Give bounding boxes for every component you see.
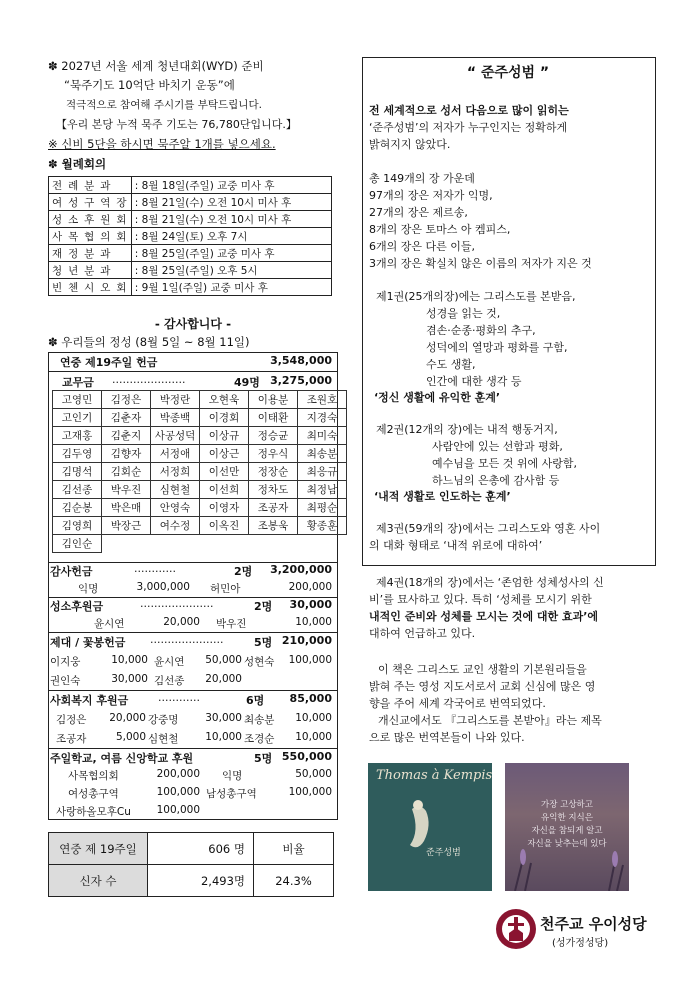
school-count: 5명	[254, 752, 273, 765]
meeting-detail: : 8월 21일(수) 오전 10시 미사 후	[131, 211, 331, 228]
article-text: 겸손·순종·평화의 추구,	[426, 324, 536, 337]
donor-name: 이태환	[249, 409, 298, 427]
welfare-label: 사회복지 후원금	[50, 694, 129, 707]
table-row	[53, 391, 347, 409]
donor-name: 김정은	[102, 391, 151, 409]
article-text: 밝혀 주는 영성 지도서로서 교회 신심에 많은 영	[369, 680, 596, 693]
church-subname: (성가정성당)	[552, 938, 609, 949]
donor-name: 성현숙	[244, 656, 275, 668]
article-text: 3개의 장은 확실치 않은 이름의 저자가 지은 것	[369, 257, 592, 270]
quote-line: 유익한 지식은	[541, 813, 593, 823]
donor-amount: 10,000	[111, 654, 148, 666]
lavender-icon	[505, 763, 629, 891]
tithe-amount: 3,275,000	[270, 374, 332, 387]
donor-name	[102, 535, 151, 553]
donor-name: 최송분	[298, 445, 347, 463]
donor-name: 김향자	[102, 445, 151, 463]
meeting-group: 성 소 후 원 회	[49, 211, 132, 228]
article-text: 내적인 준비와 성체를 모시는 것에 대한 효과’에	[369, 610, 599, 623]
donor-name: 지경숙	[298, 409, 347, 427]
table-row	[49, 245, 332, 262]
donor-name: 여수정	[151, 517, 200, 535]
article-text: 제2권(12개의 장)에는 내적 행동거지,	[376, 423, 558, 436]
donor-name: 이상규	[200, 427, 249, 445]
table-row	[53, 463, 347, 481]
meeting-detail: : 8월 25일(주일) 오후 5시	[131, 262, 331, 279]
article-text: 제3권(59개의 장)에서는 그리스도와 영혼 사이	[376, 522, 601, 535]
meeting-detail: : 8월 25일(주일) 교중 미사 후	[131, 245, 331, 262]
article-text: 사람안에 있는 선함과 평화,	[432, 440, 563, 453]
donor-name: 김인순	[53, 535, 102, 553]
quote-line: 자신을 참되게 알고	[531, 826, 603, 836]
article-text: 개신교에서도 『그리스도를 본받아』라는 제목	[378, 714, 602, 727]
table-row	[53, 499, 347, 517]
donor-name: 정장순	[249, 463, 298, 481]
thanks-offering-label: 감사헌금	[50, 565, 93, 578]
donor-amount: 5,000	[115, 731, 146, 743]
donor-name	[249, 535, 298, 553]
article-text: 제1권(25개의장)에는 그리스도를 본받음,	[376, 290, 576, 303]
donor-name: 고재홍	[53, 427, 102, 445]
meeting-group: 재 정 분 과	[49, 245, 132, 262]
thanks-title: - 감사합니다 -	[48, 315, 338, 332]
donor-name: 최응규	[298, 463, 347, 481]
table-row	[49, 177, 332, 194]
article-text: 인간에 대한 생각 등	[426, 375, 522, 388]
donor-name: 김정은	[56, 714, 87, 726]
donor-name: 최송분	[244, 714, 275, 726]
divider	[48, 371, 338, 372]
donor-amount: 50,000	[205, 654, 242, 666]
donor-name: 김순봉	[53, 499, 102, 517]
donor-name: 박정란	[151, 391, 200, 409]
thanks-subtitle: ✽ 우리들의 정성 (8월 5일 ~ 8월 11일)	[48, 335, 250, 349]
donor-amount: 100,000	[156, 786, 200, 798]
donor-amount: 10,000	[295, 731, 332, 743]
donor-name: 조공자	[249, 499, 298, 517]
meeting-detail: : 8월 21일(수) 오전 10시 미사 후	[131, 194, 331, 211]
article-text: 성덕에의 열망과 평화를 구함,	[426, 341, 568, 354]
table-row	[49, 865, 334, 897]
donor-name: 김선종	[53, 481, 102, 499]
donor-name	[200, 535, 249, 553]
article-text: 의 대화 형태로 ‘내적 위로에 대하여’	[369, 539, 543, 552]
vocation-count: 2명	[254, 600, 273, 613]
donor-amount: 100,000	[288, 786, 332, 798]
table-row	[49, 833, 334, 865]
meeting-detail: : 8월 18일(주일) 교중 미사 후	[131, 177, 331, 194]
donor-name: 익명	[222, 770, 243, 782]
donor-amount: 50,000	[295, 768, 332, 780]
book-cover-prayer	[505, 763, 629, 891]
donor-name	[298, 535, 347, 553]
article-text: 27개의 장은 제르송,	[369, 206, 468, 219]
donor-amount: 3,000,000	[136, 581, 190, 593]
donor-amount: 200,000	[288, 581, 332, 593]
donor-name: 서정희	[151, 463, 200, 481]
donor-amount: 20,000	[205, 673, 242, 685]
table-row	[53, 481, 347, 499]
donor-name: 강중명	[148, 714, 179, 726]
thanks-offering-count: 2명	[234, 565, 253, 578]
meeting-group: 여 성 구 역 장	[49, 194, 132, 211]
weekly-offering-label: 연중 제19주일 헌금	[60, 356, 158, 369]
donor-name: 이용분	[249, 391, 298, 409]
article-text: 향을 주어 세계 각국어로 번역되었다.	[369, 697, 546, 710]
donor-name: 박장근	[102, 517, 151, 535]
table-row	[49, 211, 332, 228]
donor-amount: 10,000	[205, 731, 242, 743]
attendance-summary-table	[48, 832, 334, 897]
article-text: 하느님의 은총에 감사함 등	[432, 474, 560, 487]
donor-name: 이상근	[200, 445, 249, 463]
thanks-offering-amount: 3,200,000	[270, 563, 332, 576]
article-text: 대하여 언급하고 있다.	[369, 627, 476, 640]
donor-name: 박우진	[102, 481, 151, 499]
donor-amount: 10,000	[295, 616, 332, 628]
vocation-dots: …………………	[140, 598, 214, 610]
church-logo-icon	[495, 908, 537, 950]
wyd-notice-line1: ✽ 2027년 서울 세계 청년대회(WYD) 준비	[48, 59, 264, 73]
donor-name: 김명석	[53, 463, 102, 481]
article-text: 6개의 장은 다른 이들,	[369, 240, 475, 253]
donor-amount: 20,000	[109, 712, 146, 724]
meeting-group: 청 년 분 과	[49, 262, 132, 279]
table-row	[53, 517, 347, 535]
donor-name: 정우식	[249, 445, 298, 463]
tithe-names-grid	[52, 390, 347, 553]
divider	[48, 690, 338, 691]
summary-cell: 606 명	[148, 833, 254, 865]
vocation-amount: 30,000	[289, 598, 332, 611]
summary-cell: 2,493명	[148, 865, 254, 897]
summary-cell: 신자 수	[49, 865, 148, 897]
meeting-group: 사 목 협 의 회	[49, 228, 132, 245]
donor-name: 조원호	[298, 391, 347, 409]
article-text: 97개의 장은 저자가 익명,	[369, 189, 493, 202]
donor-name: 정차도	[249, 481, 298, 499]
article-text: 제4권(18개의 장)에서는 ‘존엄한 성체성사의 신	[376, 576, 604, 589]
donor-amount: 30,000	[205, 712, 242, 724]
table-row	[53, 535, 347, 553]
article-text: ‘정신 생활에 유익한 훈계’	[374, 391, 501, 404]
wyd-notice-line4: 【우리 본당 누적 묵주 기도는 76,780단입니다.】	[56, 118, 297, 131]
article-text: ‘내적 생활로 인도하는 훈계’	[374, 490, 511, 503]
altar-dots: …………………	[150, 634, 224, 646]
donor-amount: 10,000	[295, 712, 332, 724]
donor-name	[151, 535, 200, 553]
article-text: 예수님을 모든 것 위에 사랑함,	[432, 457, 577, 470]
donor-name: 조경순	[244, 733, 275, 745]
donor-name: 사공성덕	[151, 427, 200, 445]
school-label: 주일학교, 여름 신앙학교 후원	[50, 752, 194, 765]
donor-name: 김춘지	[102, 427, 151, 445]
article-title: “ 준주성범 ”	[466, 65, 550, 81]
donor-name: 허민아	[210, 583, 241, 595]
monthly-meeting-title: ✽ 월례회의	[48, 157, 107, 171]
table-row	[49, 279, 332, 296]
donor-amount: 20,000	[163, 616, 200, 628]
donor-name: 고인기	[53, 409, 102, 427]
donor-name: 박우진	[216, 618, 247, 630]
donor-name: 조봉욱	[249, 517, 298, 535]
weekly-offering-amount: 3,548,000	[270, 354, 332, 367]
donor-name: 최평순	[298, 499, 347, 517]
church-name: 천주교 우이성당	[540, 915, 647, 933]
summary-cell: 비율	[254, 833, 334, 865]
donor-name: 사목협의회	[68, 770, 119, 782]
donor-name: 조공자	[56, 733, 87, 745]
tithe-label: 교무금	[62, 376, 94, 389]
thanks-offering-dots: …………	[134, 563, 176, 575]
donor-name: 익명	[78, 583, 99, 595]
donor-name: 서정애	[151, 445, 200, 463]
donor-amount: 100,000	[288, 654, 332, 666]
donor-name: 권인숙	[50, 675, 81, 687]
donor-name: 이지웅	[50, 656, 81, 668]
article-text: 전 세계적으로 성서 다음으로 많이 읽히는	[369, 104, 569, 117]
donor-name: 김선종	[154, 675, 185, 687]
donor-name: 남성총구역	[206, 788, 257, 800]
altar-amount: 210,000	[281, 634, 332, 647]
donor-name: 윤시연	[94, 618, 125, 630]
table-row	[53, 427, 347, 445]
divider	[48, 632, 338, 633]
vocation-label: 성소후원금	[50, 600, 104, 613]
article-text: 으로 많은 번역본들이 나와 있다.	[369, 731, 525, 744]
article-text: 밝혀지지 않았다.	[369, 138, 451, 151]
donor-name: 심현철	[148, 733, 179, 745]
donor-name: 김춘자	[102, 409, 151, 427]
donor-name: 사랑하올모후Cu	[56, 806, 131, 818]
article-text: 8개의 장은 토마스 아 켐피스,	[369, 223, 511, 236]
article-text: 이 책은 그리스도 교인 생활의 기본원리들을	[378, 663, 587, 676]
donor-amount: 100,000	[156, 804, 200, 816]
altar-label: 제대 / 꽃봉헌금	[50, 636, 126, 649]
donor-name: 이선만	[200, 463, 249, 481]
book-title: 준주성범	[426, 848, 461, 858]
donor-name: 이선희	[200, 481, 249, 499]
rosary-notice: ※ 신비 5단을 하시면 묵주알 1개를 넣으세요.	[48, 137, 276, 151]
table-row	[49, 228, 332, 245]
article-text: ‘준주성범’의 저자가 누구인지는 정확하게	[369, 121, 568, 134]
monthly-meeting-table	[48, 176, 332, 296]
donor-name: 윤시연	[154, 656, 185, 668]
article-text: 수도 생활,	[426, 358, 476, 371]
donor-name: 박종백	[151, 409, 200, 427]
article-text: 총 149개의 장 가운데	[369, 172, 475, 185]
donor-name: 심현철	[151, 481, 200, 499]
article-text: 성경을 읽는 것,	[426, 307, 501, 320]
quote-line: 자신을 낮추는데 있다	[527, 839, 607, 849]
school-amount: 550,000	[281, 750, 332, 763]
quote-line: 가장 고상하고	[541, 800, 593, 810]
meeting-detail: : 9월 1일(주일) 교중 미사 후	[131, 279, 331, 296]
tithe-count: 49명	[234, 376, 260, 389]
meeting-group: 전 례 분 과	[49, 177, 132, 194]
donor-name: 박은매	[102, 499, 151, 517]
donor-name: 최정남	[298, 481, 347, 499]
figure-icon	[368, 763, 492, 891]
donor-name: 황종훈	[298, 517, 347, 535]
welfare-amount: 85,000	[289, 692, 332, 705]
meeting-group: 빈 첸 시 오 회	[49, 279, 132, 296]
table-row	[53, 445, 347, 463]
altar-count: 5명	[254, 636, 273, 649]
table-row	[49, 262, 332, 279]
donor-name: 안영숙	[151, 499, 200, 517]
wyd-notice-line2: “묵주기도 10억단 바치기 운동”에	[64, 78, 235, 92]
welfare-count: 6명	[246, 694, 265, 707]
tithe-dots: …………………	[112, 374, 186, 386]
table-row	[53, 409, 347, 427]
table-row	[49, 194, 332, 211]
donor-name: 김두영	[53, 445, 102, 463]
donor-name: 이영자	[200, 499, 249, 517]
donor-name: 김영희	[53, 517, 102, 535]
donor-name: 김회순	[102, 463, 151, 481]
divider	[48, 748, 338, 749]
summary-cell: 연중 제 19주일	[49, 833, 148, 865]
wyd-notice-line3: 적극적으로 참여해 주시기를 부탁드립니다.	[66, 99, 262, 111]
donor-name: 오현욱	[200, 391, 249, 409]
donor-name: 여성총구역	[68, 788, 119, 800]
donor-name: 정승균	[249, 427, 298, 445]
donor-amount: 200,000	[156, 768, 200, 780]
article-text: 비’를 묘사하고 있다. 특히 ‘성체를 모시기 위한	[369, 593, 592, 606]
book-cover-imitation	[368, 763, 492, 891]
donor-name: 고영민	[53, 391, 102, 409]
welfare-dots: …………	[158, 692, 200, 704]
donor-amount: 30,000	[111, 673, 148, 685]
book-script-title: Thomas à Kempis	[376, 768, 493, 783]
donor-name: 이옥진	[200, 517, 249, 535]
donor-name: 최미숙	[298, 427, 347, 445]
meeting-detail: : 8월 24일(토) 오후 7시	[131, 228, 331, 245]
donor-name: 이경회	[200, 409, 249, 427]
summary-cell: 24.3%	[254, 865, 334, 897]
